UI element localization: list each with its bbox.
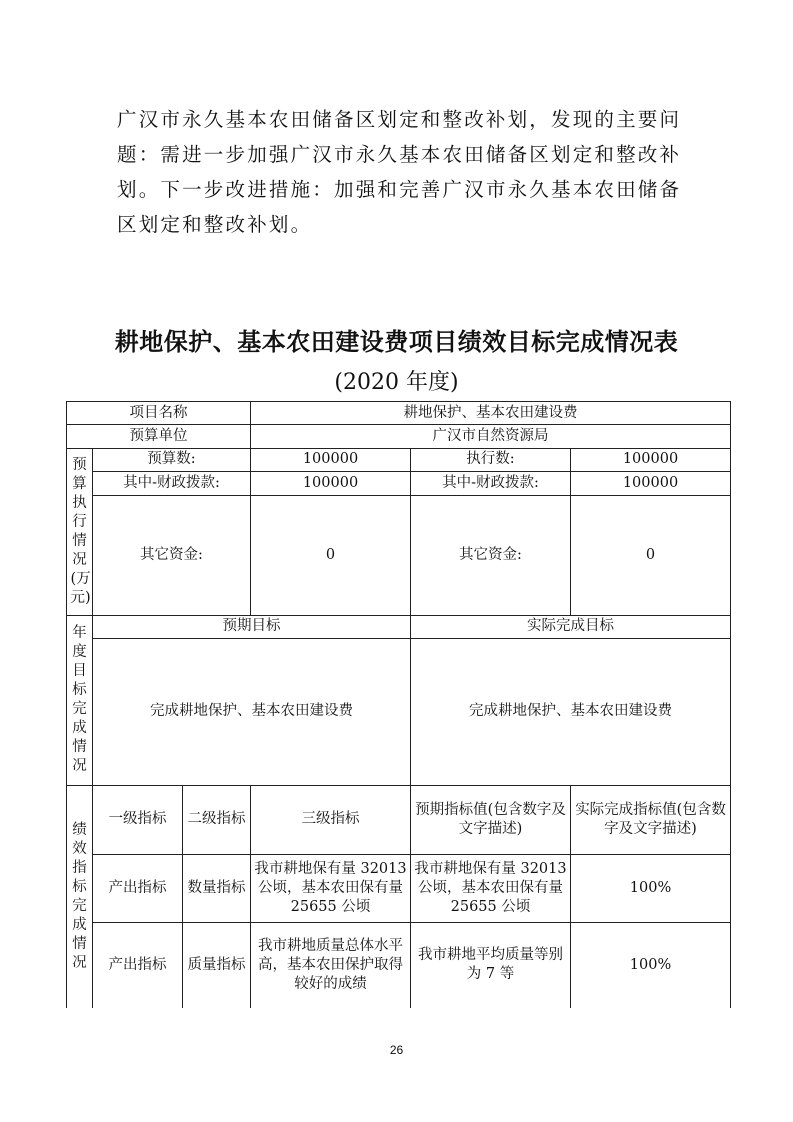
budget-unit-label: 预算单位 xyxy=(67,425,251,448)
exec-amount-label: 执行数: xyxy=(411,448,571,471)
paragraph-line: 广汉市永久基本农田储备区划定和整改补划，发现的主要问 xyxy=(117,108,682,131)
exec-section-label xyxy=(67,448,93,615)
row2-actual: 100% xyxy=(571,922,731,1008)
col-header-level2: 二级指标 xyxy=(183,785,251,854)
col-header-level1: 一级指标 xyxy=(93,785,183,854)
project-name-value: 耕地保护、基本农田建设费 xyxy=(251,402,731,425)
row1-level1: 产出指标 xyxy=(93,854,183,922)
budget-amount-label: 预算数: xyxy=(93,448,251,471)
fiscal-exec-value: 100000 xyxy=(571,472,731,495)
annual-section-label xyxy=(67,615,93,785)
budget-amount-value: 100000 xyxy=(251,448,411,471)
paragraph-line: 题：需进一步加强广汉市永久基本农田储备区划定和整改补 xyxy=(117,143,682,166)
page-number: 26 xyxy=(389,1043,404,1057)
other-funds-label: 其它资金: xyxy=(93,495,251,615)
perf-section-text: 绩效指标完成情况 xyxy=(72,821,87,971)
col-header-actual: 实际完成指标值(包含数字及文字描述) xyxy=(571,785,731,854)
expected-goal-text: 完成耕地保护、基本农田建设费 xyxy=(93,639,411,786)
row2-level3: 我市耕地质量总体水平高，基本农田保护取得较好的成绩 xyxy=(251,922,411,1008)
expected-goal-header: 预期目标 xyxy=(93,615,411,638)
table-subtitle: (2020 年度) xyxy=(334,370,459,395)
other-funds-exec-value: 0 xyxy=(571,495,731,615)
row1-actual: 100% xyxy=(571,854,731,922)
fiscal-exec-label: 其中-财政拨款: xyxy=(411,472,571,495)
table-title: 耕地保护、基本农田建设费项目绩效目标完成情况表 xyxy=(114,328,679,356)
performance-table xyxy=(66,401,731,1008)
col-header-expected: 预期指标值(包含数字及文字描述) xyxy=(411,785,571,854)
project-name-label: 项目名称 xyxy=(67,402,251,425)
annual-section-text: 年度目标完成情况 xyxy=(72,625,87,775)
row2-expected: 我市耕地平均质量等别为 7 等 xyxy=(411,922,571,1008)
actual-goal-header: 实际完成目标 xyxy=(411,615,731,638)
perf-section-label xyxy=(67,785,93,1008)
exec-amount-value: 100000 xyxy=(571,448,731,471)
other-funds-exec-label: 其它资金: xyxy=(411,495,571,615)
paragraph-line: 区划定和整改补划。 xyxy=(117,213,313,236)
body-paragraph xyxy=(117,102,682,242)
row2-level1: 产出指标 xyxy=(93,922,183,1008)
exec-section-text: 预算执行情况(万元) xyxy=(70,456,91,606)
fiscal-budget-value: 100000 xyxy=(251,472,411,495)
budget-unit-value: 广汉市自然资源局 xyxy=(251,425,731,448)
row1-expected: 我市耕地保有量 32013 公顷，基本农田保有量 25655 公顷 xyxy=(411,854,571,922)
row1-level3: 我市耕地保有量 32013 公顷，基本农田保有量 25655 公顷 xyxy=(251,854,411,922)
actual-goal-text: 完成耕地保护、基本农田建设费 xyxy=(411,639,731,786)
fiscal-label: 其中-财政拨款: xyxy=(93,472,251,495)
col-header-level3: 三级指标 xyxy=(251,785,411,854)
row1-level2: 数量指标 xyxy=(183,854,251,922)
row2-level2: 质量指标 xyxy=(183,922,251,1008)
other-funds-budget-value: 0 xyxy=(251,495,411,615)
paragraph-line: 划。下一步改进措施：加强和完善广汉市永久基本农田储备 xyxy=(117,178,682,201)
